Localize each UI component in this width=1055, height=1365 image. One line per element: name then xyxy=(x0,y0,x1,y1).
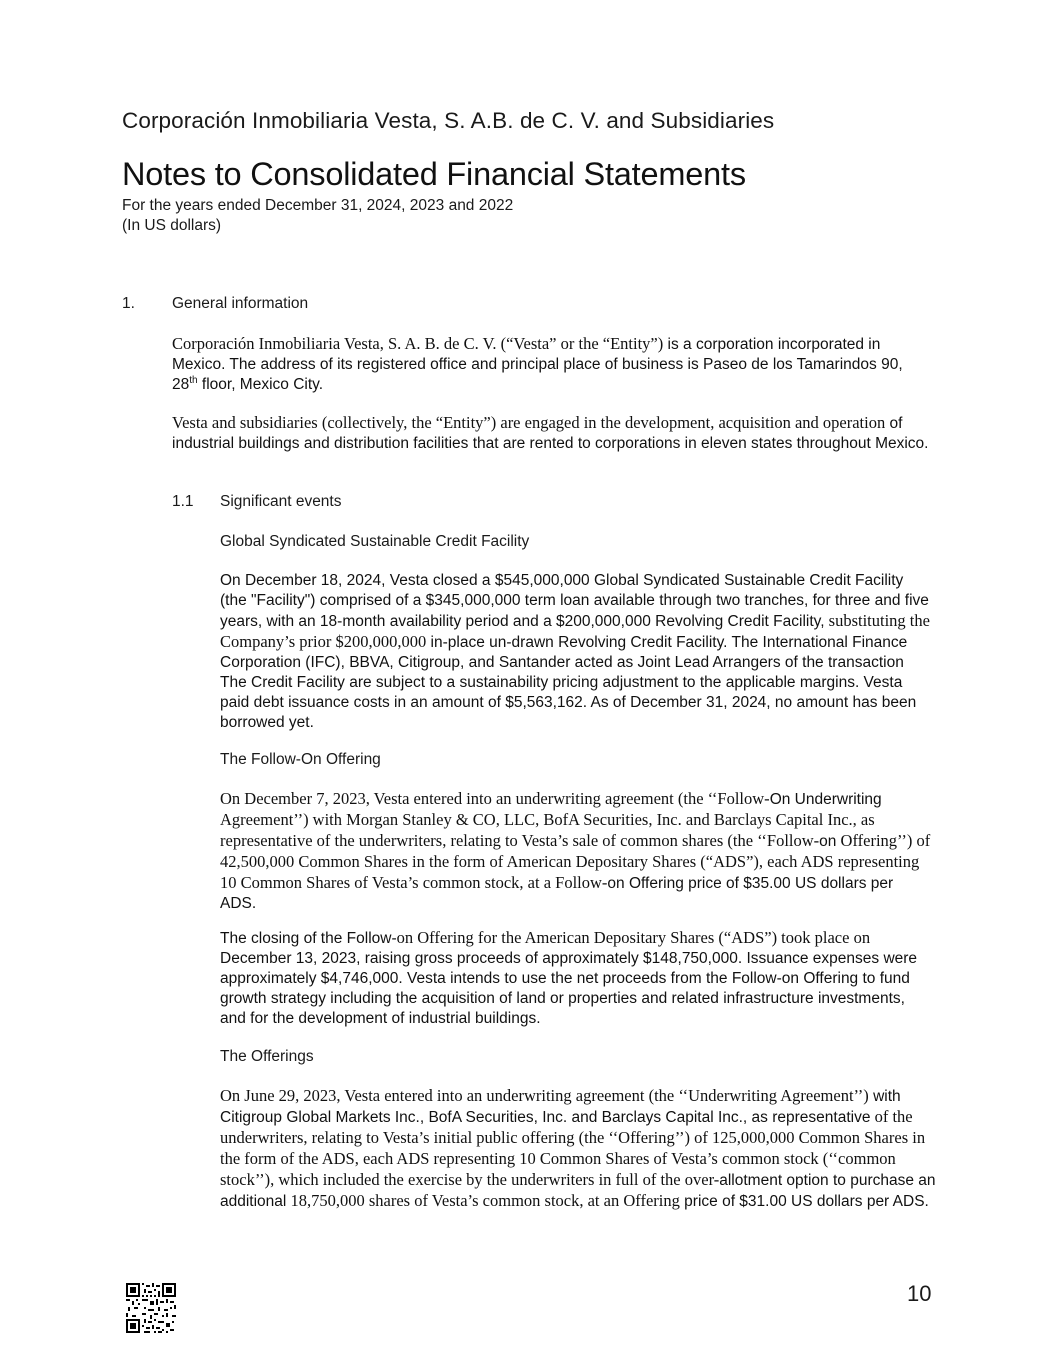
page-number: 10 xyxy=(907,1281,932,1306)
offerings-p1-serif-a: On June 29, 2023, Vesta entered into an underwriting agreement (the ‘‘Underwriting Agreement’’) xyxy=(220,1086,869,1105)
follow-on-paragraph-2 xyxy=(220,928,932,1029)
offerings-p1-sans-a: with Citigroup Global Markets Inc., BofA Securities, Inc. and Barclays Capital Inc., as representative xyxy=(220,1088,901,1126)
general-info-paragraph-2 xyxy=(172,413,932,454)
offerings-p1-serif-b: of the underwriters, relating to Vesta’s initial public offering (the ‘‘Offering’’) of 125,000,000 Common Shares in the form of the ADS, each ADS representing 10 Common Shares of Vesta’s common stock (‘‘common stock’’), which included the exercise by the underwriters in full of the over- xyxy=(220,1107,926,1189)
qr-code xyxy=(126,1283,176,1333)
period-line: For the years ended December 31, 2024, 2023 and 2022 xyxy=(122,197,514,214)
para1-sup: th xyxy=(189,374,198,386)
subsection-title: Significant events xyxy=(220,493,342,510)
follow-on-heading: The Follow-On Offering xyxy=(220,751,381,768)
para1-rest: is a corporation incorporated in Mexico. The address of its registered office and principal place of business is Paseo de los Tamarindos 90, 28 xyxy=(172,336,903,393)
para2-serif: Vesta and subsidiaries (collectively, the “Entity”) are engaged in the development, acquisition and operation xyxy=(172,413,886,432)
followon-p1-sans-b: on xyxy=(819,833,837,850)
followon-p2-sans-a: The closing of the Follow- xyxy=(220,930,397,947)
section-number: 1. xyxy=(122,295,135,312)
followon-p2-sans-b: December 13, 2023, raising gross proceeds of approximately $148,750,000. Issuance expenses were approximately $4,746,000. Vesta intends to use the net proceeds from the Follow-on Offering to fund growth strategy including the acquisition of land or properties and related infrastructure investments, and for the development of industrial buildings. xyxy=(220,950,918,1027)
offerings-heading: The Offerings xyxy=(220,1048,314,1065)
para1-serif: Corporación Inmobiliaria Vesta, S. A. B. de C. V. (“Vesta” or the “Entity”) xyxy=(172,334,664,353)
offerings-p1-sans-b: allotment option to purchase an additional xyxy=(220,1172,936,1210)
followon-p1-serif-c: Offering’’) of 42,500,000 Common Shares in the form of American Depositary Shares (“ADS”), each ADS representing 10 Common Shares of Vesta’s common stock, at a Follow- xyxy=(220,831,931,892)
credit-facility-paragraph xyxy=(220,571,932,733)
offerings-paragraph xyxy=(220,1086,936,1212)
followon-p1-serif-a: On December 7, 2023, Vesta entered into an underwriting agreement (the ‘‘Follow- xyxy=(220,789,770,808)
section-title: General information xyxy=(172,295,309,312)
company-name: Corporación Inmobiliaria Vesta, S. A.B. de C. V. and Subsidiaries xyxy=(122,108,775,133)
page-title: Notes to Consolidated Financial Statements xyxy=(122,156,746,192)
offerings-p1-sans-c: price of $31.00 US dollars per ADS. xyxy=(679,1193,929,1210)
follow-on-paragraph-1 xyxy=(220,789,932,914)
period-subtitle xyxy=(122,196,513,236)
currency-line: (In US dollars) xyxy=(122,217,222,234)
credit-p1: On December 18, 2024, Vesta closed a $545,000,000 Global Syndicated Sustainable Credit Facility (the "Facility") comprised of a $345,000,000 term loan available through two tranches, for three and five years, with an 18-month availability period and a $200,000,000 Revolving Credit Facility, xyxy=(220,572,929,630)
followon-p1-sans-a: On Underwriting xyxy=(769,791,882,808)
subsection-number: 1.1 xyxy=(172,493,194,510)
credit-p1-serif: substituting the Company’s prior $200,000,000 xyxy=(220,611,930,651)
followon-p1-serif-b: Agreement’’) with Morgan Stanley & CO, LLC, BofA Securities, Inc. and Barclays Capital Inc., as representative of the underwriters, relating to Vesta’s sale of common shares (the ‘‘Follow- xyxy=(220,810,875,850)
para2-rest: of industrial buildings and distribution facilities that are rented to corporations in eleven states throughout Mexico. xyxy=(172,415,929,452)
general-info-paragraph-1 xyxy=(172,334,922,395)
credit-facility-heading: Global Syndicated Sustainable Credit Facility xyxy=(220,533,530,550)
credit-p1-rest: in-place un-drawn Revolving Credit Facility. The International Finance Corporation (IFC), BBVA, Citigroup, and Santander acted as Joint Lead Arrangers of the transaction The Credit Facility are subject to a sustainability pricing adjustment to the applicable margins. Vesta paid debt issuance costs in an amount of $5,563,162. As of December 31, 2024, no amount has been borrowed yet. xyxy=(220,634,917,731)
para1-end: floor, Mexico City. xyxy=(197,376,324,393)
followon-p1-sans-c: on Offering price of $35.00 US dollars per ADS. xyxy=(220,875,894,912)
followon-p2-serif: on Offering for the American Depositary Shares (“ADS”) took place on xyxy=(396,928,871,947)
offerings-p1-serif-c: 18,750,000 shares of Vesta’s common stock, at an Offering xyxy=(286,1191,680,1210)
